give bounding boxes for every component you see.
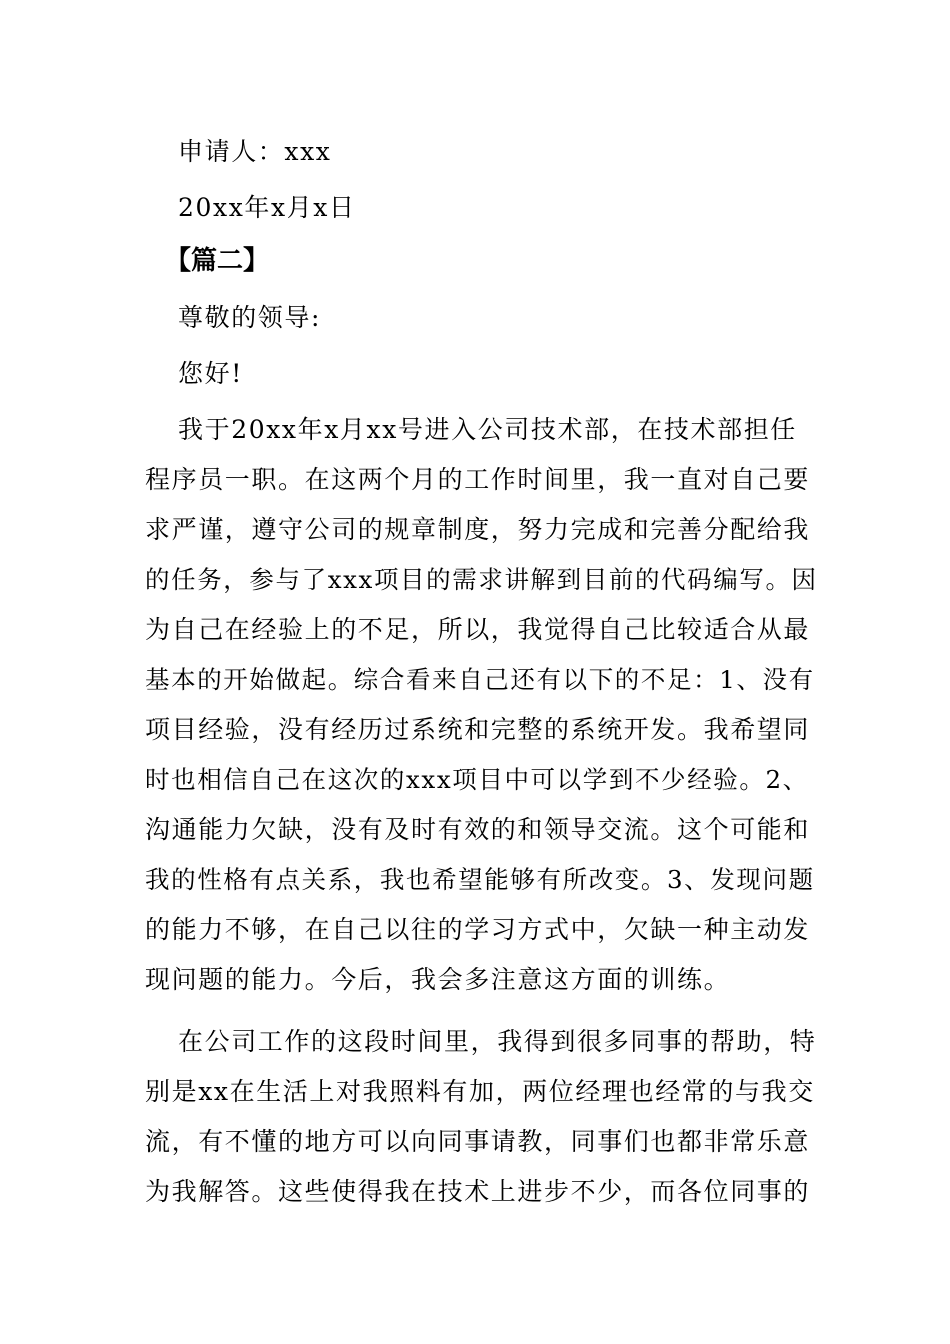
paragraph-line: 为自己在经验上的不足，所以，我觉得自己比较适合从最 xyxy=(145,615,811,644)
paragraph-line: 现问题的能力。今后，我会多注意这方面的训练。 xyxy=(145,965,731,994)
greeting: 您好! xyxy=(178,359,243,388)
paragraph-line: 的任务，参与了xxx项目的需求讲解到目前的代码编写。因 xyxy=(145,565,818,594)
paragraph-line: 沟通能力欠缺，没有及时有效的和领导交流。这个可能和 xyxy=(145,815,811,844)
paragraph-line: 项目经验，没有经历过系统和完整的系统开发。我希望同 xyxy=(145,715,811,744)
section-heading: 【篇二】 xyxy=(165,246,270,276)
paragraph-line: 别是xx在生活上对我照料有加，两位经理也经常的与我交 xyxy=(145,1077,815,1106)
date-line: 20xx年x月x日 xyxy=(178,193,356,222)
salutation: 尊敬的领导: xyxy=(178,303,322,332)
paragraph-line: 我的性格有点关系，我也希望能够有所改变。3、发现问题 xyxy=(145,865,815,894)
paragraph-line: 求严谨，遵守公司的规章制度，努力完成和完善分配给我 xyxy=(145,515,811,544)
paragraph-line: 在公司工作的这段时间里，我得到很多同事的帮助，特 xyxy=(178,1027,817,1056)
paragraph-line: 的能力不够，在自己以往的学习方式中，欠缺一种主动发 xyxy=(145,915,811,944)
paragraph-line: 基本的开始做起。综合看来自己还有以下的不足：1、没有 xyxy=(145,665,815,694)
paragraph-line: 我于20xx年x月xx号进入公司技术部，在技术部担任 xyxy=(178,415,797,444)
paragraph-line: 时也相信自己在这次的xxx项目中可以学到不少经验。2、 xyxy=(145,765,809,794)
applicant-line: 申请人：xxx xyxy=(178,137,332,166)
paragraph-line: 为我解答。这些使得我在技术上进步不少，而各位同事的 xyxy=(145,1177,811,1206)
paragraph-line: 流，有不懂的地方可以向同事请教，同事们也都非常乐意 xyxy=(145,1127,811,1156)
paragraph-line: 程序员一职。在这两个月的工作时间里，我一直对自己要 xyxy=(145,465,811,494)
